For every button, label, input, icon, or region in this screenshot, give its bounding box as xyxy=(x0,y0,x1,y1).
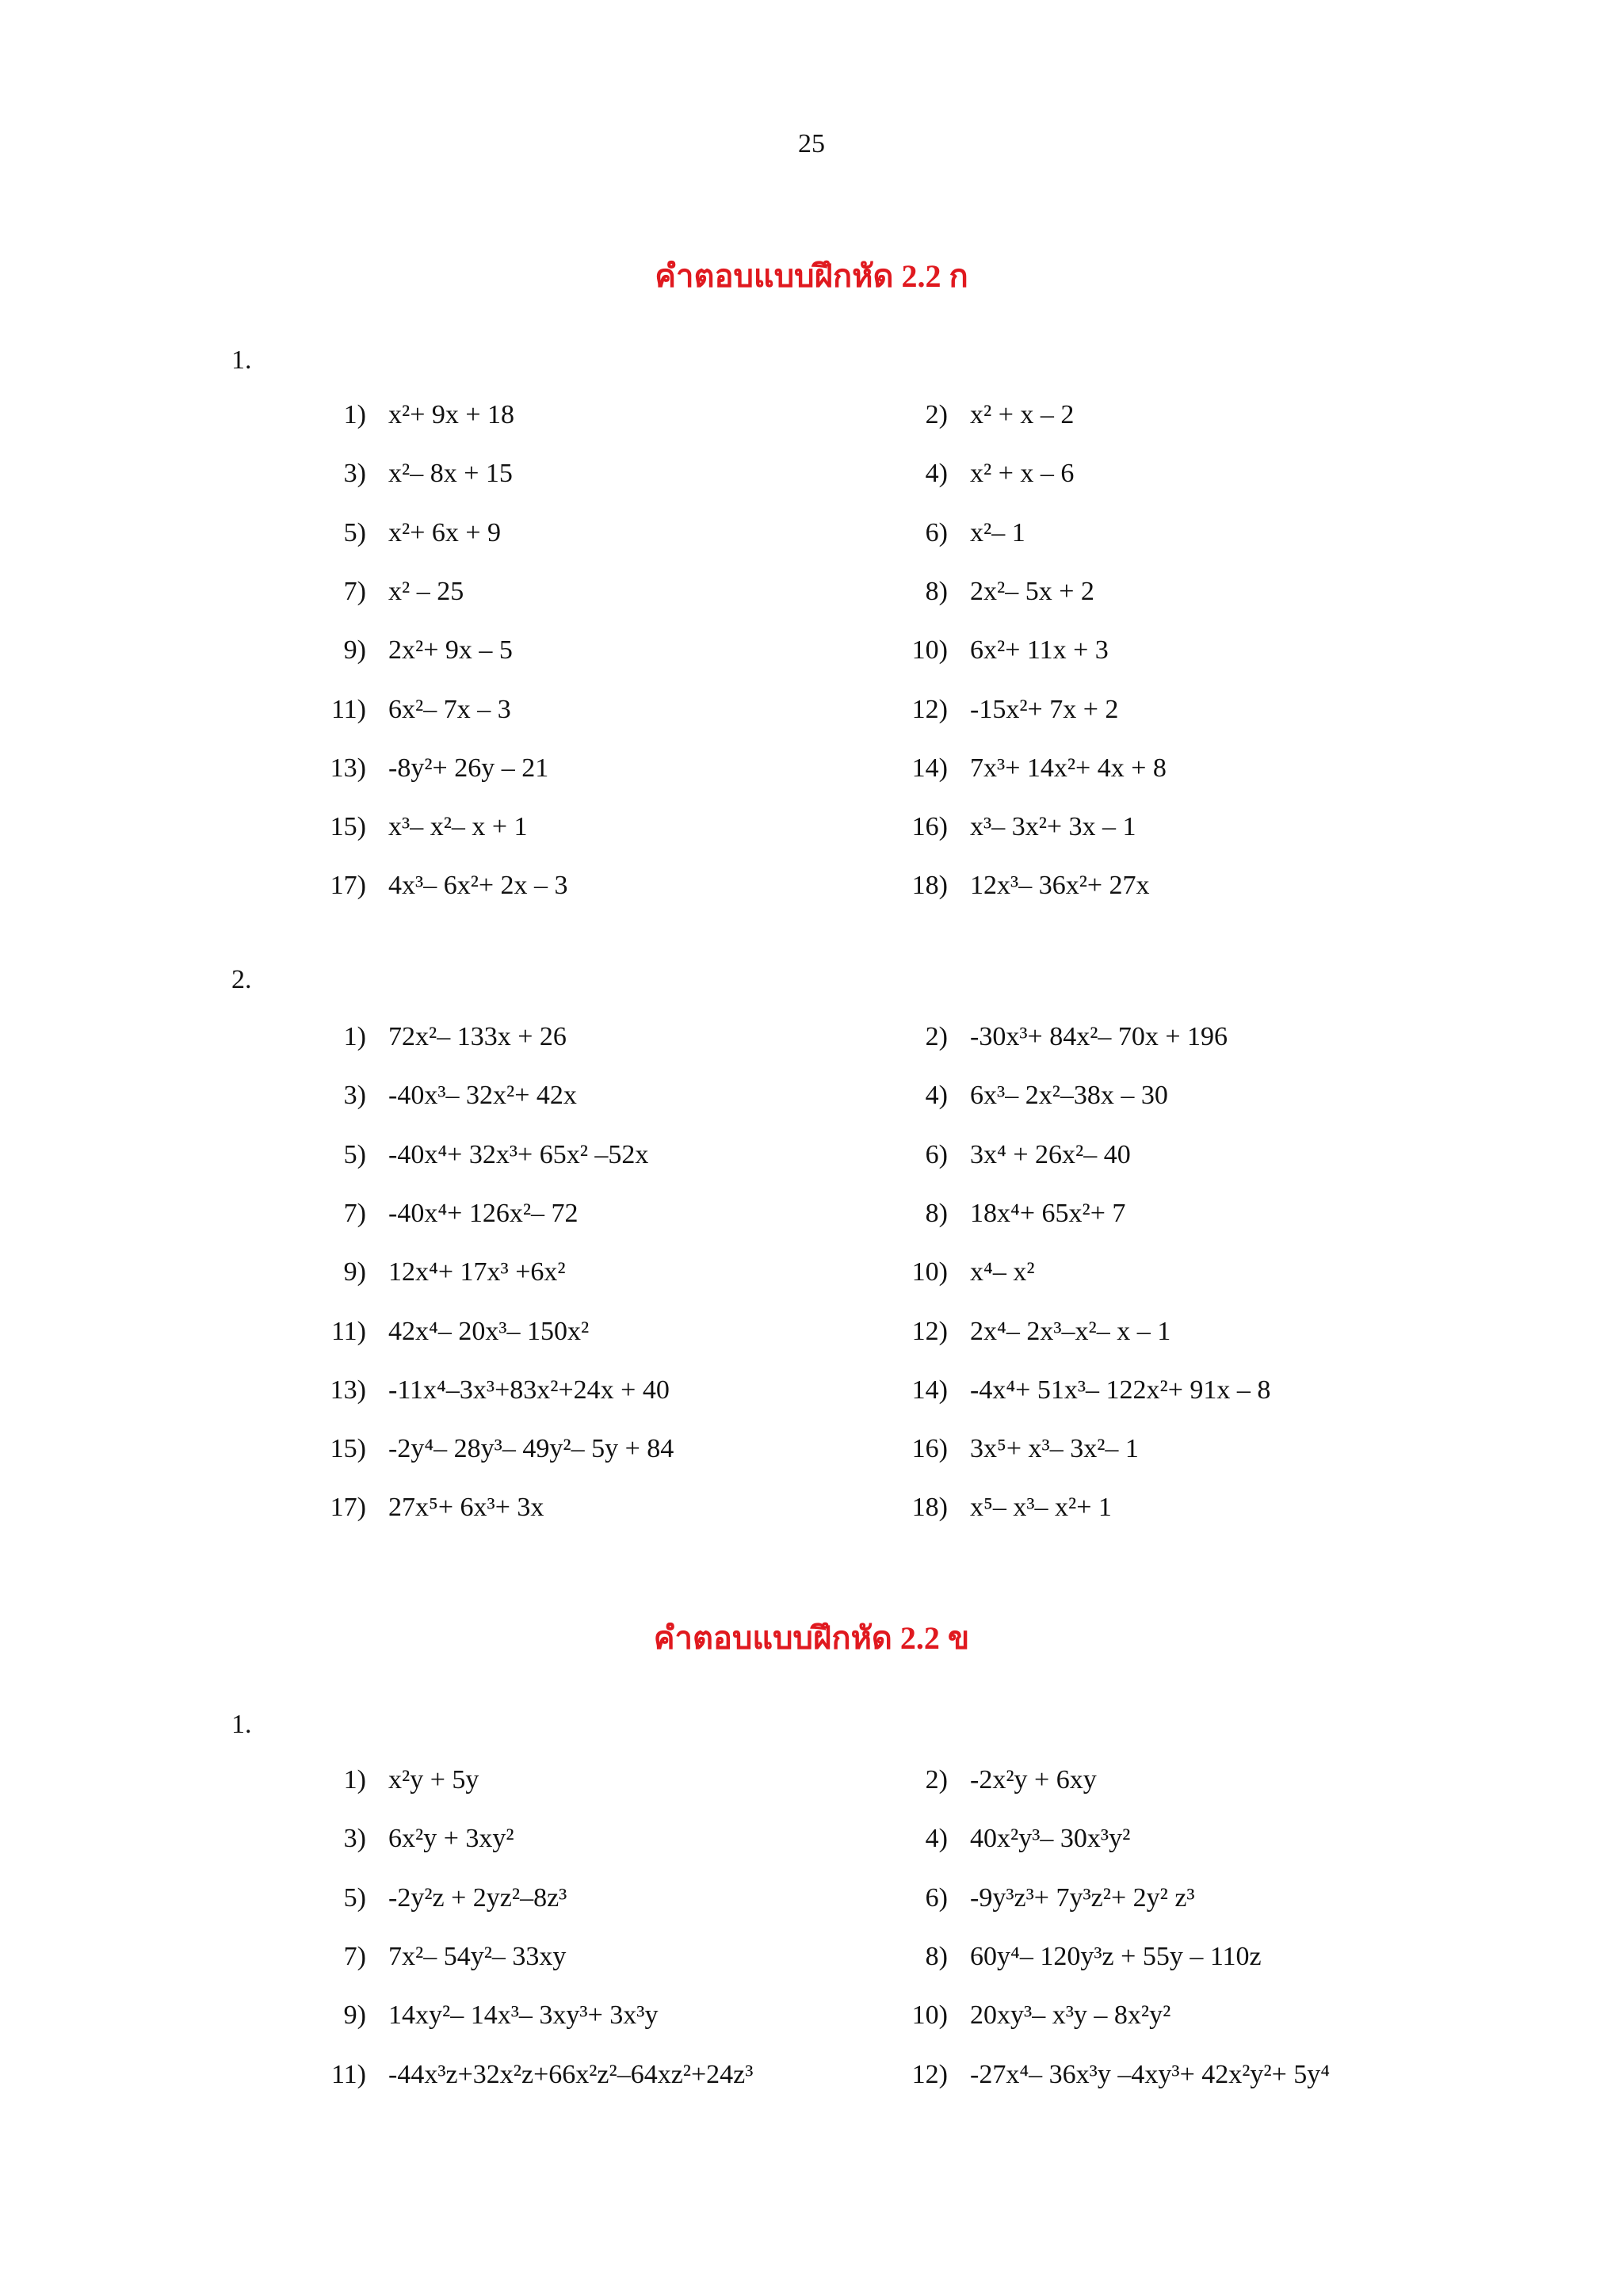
answer-expression: x² + x – 6 xyxy=(970,459,1075,489)
answer-expression: x²y + 5y xyxy=(388,1765,479,1794)
answer-expression: -11x⁴–3x³+83x²+24x + 40 xyxy=(388,1375,670,1405)
answer-item xyxy=(891,1434,1139,1474)
answer-item xyxy=(891,871,1150,910)
answer-item xyxy=(309,2000,658,2040)
answer-number: 10) xyxy=(911,1257,948,1287)
answer-number: 10) xyxy=(911,2000,948,2031)
answer-number: 11) xyxy=(330,1316,366,1346)
answer-item xyxy=(891,1257,1035,1297)
answer-number: 12) xyxy=(911,2059,948,2089)
answer-expression: x²– 8x + 15 xyxy=(388,459,513,489)
answer-expression: 60y⁴– 120y³z + 55y – 110z xyxy=(970,1941,1262,1971)
answer-item xyxy=(309,1493,544,1532)
answer-number: 4) xyxy=(925,459,948,489)
answer-expression: 14xy²– 14x³– 3xy³+ 3x³y xyxy=(388,2000,659,2031)
answer-expression: x² + x – 2 xyxy=(970,400,1075,429)
question-number: 1. xyxy=(231,345,252,375)
answer-item xyxy=(309,1317,589,1356)
answer-expression: 3x⁵+ x³– 3x²– 1 xyxy=(970,1434,1139,1464)
answer-number: 3) xyxy=(343,1824,366,1854)
answer-item xyxy=(309,753,548,793)
page-number: 25 xyxy=(798,129,825,158)
answer-expression: x³– 3x²+ 3x – 1 xyxy=(970,812,1136,842)
answer-expression: x²+ 9x + 18 xyxy=(388,400,515,429)
answer-item xyxy=(309,1375,670,1415)
answer-number: 16) xyxy=(911,812,948,842)
answer-number: 17) xyxy=(330,1493,366,1523)
answer-item xyxy=(309,518,501,558)
answer-number: 3) xyxy=(343,459,366,489)
answer-item xyxy=(891,635,1109,675)
answer-expression: -15x²+ 7x + 2 xyxy=(970,694,1119,724)
answer-expression: 72x²– 133x + 26 xyxy=(388,1022,567,1051)
answer-item xyxy=(309,1434,674,1474)
answer-expression: 7x²– 54y²– 33xy xyxy=(388,1941,567,1971)
answer-expression: 4x³– 6x²+ 2x – 3 xyxy=(388,871,568,901)
answer-number: 1) xyxy=(343,1022,366,1051)
answer-number: 8) xyxy=(925,1941,948,1971)
answer-number: 14) xyxy=(911,753,948,783)
answer-expression: -40x⁴+ 126x²– 72 xyxy=(388,1198,579,1228)
answer-item xyxy=(891,518,1025,558)
answer-item xyxy=(891,1883,1195,1923)
answer-item xyxy=(891,1317,1170,1356)
answer-number: 9) xyxy=(343,1257,366,1287)
answer-item xyxy=(309,1824,514,1863)
question-number: 2. xyxy=(231,965,252,994)
answer-number: 13) xyxy=(330,1375,366,1405)
answer-number: 18) xyxy=(911,871,948,901)
answer-item xyxy=(891,1199,1125,1238)
answer-expression: -40x⁴+ 32x³+ 65x² –52x xyxy=(388,1139,649,1169)
answer-expression: 18x⁴+ 65x²+ 7 xyxy=(970,1198,1126,1228)
answer-number: 14) xyxy=(911,1375,948,1405)
answer-expression: 6x²– 7x – 3 xyxy=(388,694,511,724)
answer-number: 7) xyxy=(343,1941,366,1971)
answer-expression: -27x⁴– 36x³y –4xy³+ 42x²y²+ 5y⁴ xyxy=(970,2059,1331,2089)
answer-expression: -30x³+ 84x²– 70x + 196 xyxy=(970,1022,1228,1051)
answer-item xyxy=(891,695,1118,734)
answer-expression: 6x²+ 11x + 3 xyxy=(970,635,1109,666)
answer-expression: 20xy³– x³y – 8x²y² xyxy=(970,2000,1171,2031)
answer-number: 6) xyxy=(925,1882,948,1913)
answer-expression: 2x²– 5x + 2 xyxy=(970,576,1094,606)
answer-expression: x⁴– x² xyxy=(970,1257,1035,1287)
answer-expression: 3x⁴ + 26x²– 40 xyxy=(970,1139,1131,1169)
answer-expression: 40x²y³– 30x³y² xyxy=(970,1824,1131,1854)
answer-item xyxy=(891,1081,1168,1120)
section-heading: คำตอบแบบฝึกหัด 2.2 ข xyxy=(653,1620,970,1656)
answer-expression: -8y²+ 26y – 21 xyxy=(388,753,549,783)
answer-item xyxy=(309,1199,579,1238)
answer-expression: -2x²y + 6xy xyxy=(970,1765,1097,1794)
answer-item xyxy=(309,2060,753,2100)
answer-number: 9) xyxy=(343,2000,366,2031)
answer-expression: 6x³– 2x²–38x – 30 xyxy=(970,1081,1168,1111)
answer-number: 11) xyxy=(330,694,366,724)
answer-item xyxy=(309,1140,648,1180)
answer-expression: x²+ 6x + 9 xyxy=(388,517,502,547)
answer-expression: 27x⁵+ 6x³+ 3x xyxy=(388,1493,544,1523)
answer-number: 10) xyxy=(911,635,948,666)
answer-item xyxy=(891,1375,1270,1415)
answer-item xyxy=(309,1765,479,1805)
answer-item xyxy=(309,635,513,675)
answer-item xyxy=(891,1824,1130,1863)
answer-item xyxy=(309,1022,567,1062)
answer-item xyxy=(891,1140,1131,1180)
answer-item xyxy=(891,2000,1170,2040)
answer-item xyxy=(309,812,528,852)
answer-number: 7) xyxy=(343,576,366,606)
answer-number: 8) xyxy=(925,576,948,606)
answer-expression: -2y⁴– 28y³– 49y²– 5y + 84 xyxy=(388,1434,674,1464)
answer-number: 5) xyxy=(343,517,366,547)
answer-number: 2) xyxy=(925,1022,948,1051)
answer-number: 15) xyxy=(330,1434,366,1464)
answer-number: 5) xyxy=(343,1882,366,1913)
answer-item xyxy=(891,1493,1112,1532)
answer-expression: x² – 25 xyxy=(388,576,464,606)
answer-number: 12) xyxy=(911,694,948,724)
answer-number: 3) xyxy=(343,1081,366,1111)
answer-expression: x⁵– x³– x²+ 1 xyxy=(970,1493,1112,1523)
answer-number: 17) xyxy=(330,871,366,901)
answer-number: 6) xyxy=(925,1139,948,1169)
answer-item xyxy=(891,1942,1262,1981)
answer-expression: 2x⁴– 2x³–x²– x – 1 xyxy=(970,1316,1171,1346)
answer-item xyxy=(309,1081,577,1120)
answer-expression: x³– x²– x + 1 xyxy=(388,812,528,842)
answer-number: 2) xyxy=(925,400,948,429)
answer-number: 15) xyxy=(330,812,366,842)
answer-expression: 12x⁴+ 17x³ +6x² xyxy=(388,1257,566,1287)
answer-expression: 2x²+ 9x – 5 xyxy=(388,635,513,666)
answer-item xyxy=(309,1883,567,1923)
answer-item xyxy=(891,2060,1330,2100)
answer-expression: -9y³z³+ 7y³z²+ 2y² z³ xyxy=(970,1882,1195,1913)
answer-number: 4) xyxy=(925,1081,948,1111)
answer-number: 1) xyxy=(343,400,366,429)
answer-expression: 42x⁴– 20x³– 150x² xyxy=(388,1316,590,1346)
answer-item xyxy=(891,400,1074,440)
answer-item xyxy=(309,459,513,498)
answer-expression: -4x⁴+ 51x³– 122x²+ 91x – 8 xyxy=(970,1375,1271,1405)
answer-item xyxy=(309,871,568,910)
answer-number: 7) xyxy=(343,1198,366,1228)
answer-expression: x²– 1 xyxy=(970,517,1025,547)
answer-number: 5) xyxy=(343,1139,366,1169)
answer-number: 8) xyxy=(925,1198,948,1228)
answer-expression: 6x²y + 3xy² xyxy=(388,1824,514,1854)
answer-item xyxy=(891,1765,1097,1805)
answer-item xyxy=(891,753,1167,793)
answer-item xyxy=(891,577,1094,616)
answer-expression: -40x³– 32x²+ 42x xyxy=(388,1081,577,1111)
answer-item xyxy=(891,459,1074,498)
answer-number: 12) xyxy=(911,1316,948,1346)
answer-number: 18) xyxy=(911,1493,948,1523)
answer-item xyxy=(309,1942,566,1981)
answer-item xyxy=(309,577,464,616)
answer-item xyxy=(891,1022,1228,1062)
answer-expression: -2y²z + 2yz²–8z³ xyxy=(388,1882,567,1913)
answer-number: 4) xyxy=(925,1824,948,1854)
answer-item xyxy=(309,695,511,734)
section-heading: คำตอบแบบฝึกหัด 2.2 ก xyxy=(655,258,968,294)
answer-number: 13) xyxy=(330,753,366,783)
answer-expression: 12x³– 36x²+ 27x xyxy=(970,871,1150,901)
question-number: 1. xyxy=(231,1710,252,1739)
answer-number: 11) xyxy=(330,2059,366,2089)
answer-expression: 7x³+ 14x²+ 4x + 8 xyxy=(970,753,1167,783)
answer-number: 2) xyxy=(925,1765,948,1794)
answer-number: 9) xyxy=(343,635,366,666)
answer-number: 6) xyxy=(925,517,948,547)
answer-item xyxy=(309,400,514,440)
answer-item xyxy=(891,812,1136,852)
answer-item xyxy=(309,1257,566,1297)
answer-expression: -44x³z+32x²z+66x²z²–64xz²+24z³ xyxy=(388,2059,754,2089)
answer-number: 16) xyxy=(911,1434,948,1464)
answer-number: 1) xyxy=(343,1765,366,1794)
